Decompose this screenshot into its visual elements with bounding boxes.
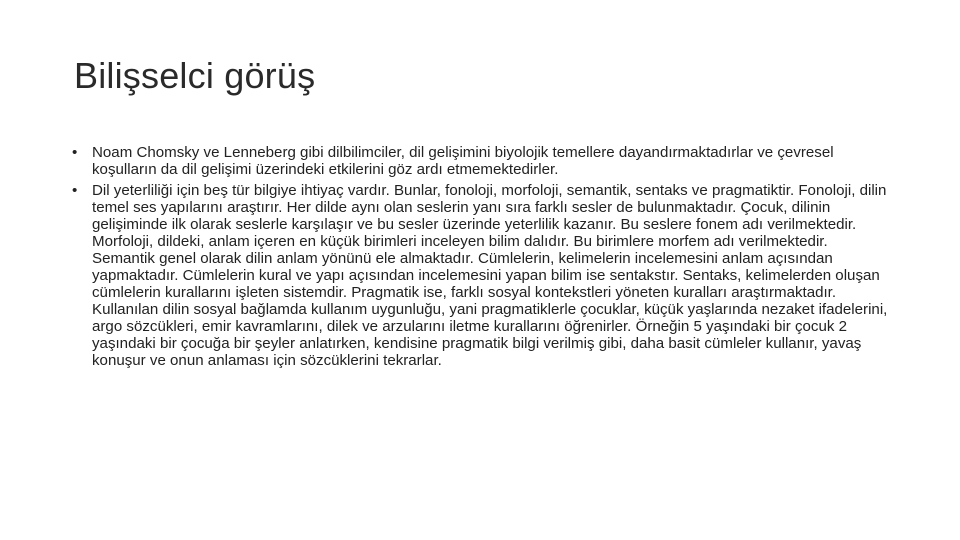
- bullet-item-chomsky: [72, 144, 892, 178]
- bullet-item-language-competence: [72, 182, 892, 369]
- bullet-text: Dil yeterliliği için beş tür bilgiye ihtiyaç vardır. Bunlar, fonoloji, morfoloji, semantik, sentaks ve pragmatiktir. Fonoloji, dilin temel ses yapılarını araştırır. Her dilde aynı olan seslerin yanı sıra farklı sesler de bulunmaktadır. Çocuk, dilinin gelişiminde ilk olarak seslerle karşılaşır ve bu sesler üzerinde yeterlilik kazanır. Bu seslere fonem adı verilmektedir. Morfoloji, dildeki, anlam içeren en küçük birimleri inceleyen bilim dalıdır. Bu birimlere morfem adı verilmektedir. Semantik genel olarak dilin anlam yönünü ele almaktadır. Cümlelerin, kelimelerin incelemesini anlam açısından yapmaktadır. Cümlelerin kural ve yapı açısından incelemesini yapan bilim ise sentakstır. Sentaks, kelimelerden oluşan cümlelerin kurallarını işleten sistemdir. Pragmatik ise, farklı sosyal kontekstleri yöneten kuralları araştırmaktadır. Kullanılan dilin sosyal bağlamda kullanım uygunluğu, yani pragmatiklerle çocuklar, küçük yaşlarında nezaket ifadelerini, argo sözcükleri, emir kavramlarını, dilek ve arzularını iletme kurallarını öğrenirler. Örneğin 5 yaşındaki bir çocuk 2 yaşındaki bir çocuğa bir şeyler anlatırken, kendisine pragmatik bilgi verilmiş gibi, daha basit cümleler kullanır, yavaş konuşur ve onun anlaması için sözcüklerini tekrarlar.: [92, 182, 888, 369]
- bullet-text: Noam Chomsky ve Lenneberg gibi dilbilimciler, dil gelişimini biyolojik temellere dayandırmaktadırlar ve çevresel koşulların da dil gelişimi üzerindeki etkilerini göz ardı etmemektedirler.: [92, 144, 834, 178]
- bullet-list: [72, 144, 892, 373]
- slide-title: Bilişselci görüş: [74, 55, 316, 96]
- bullet-marker-icon: •: [72, 182, 78, 199]
- bullet-marker-icon: •: [72, 144, 78, 161]
